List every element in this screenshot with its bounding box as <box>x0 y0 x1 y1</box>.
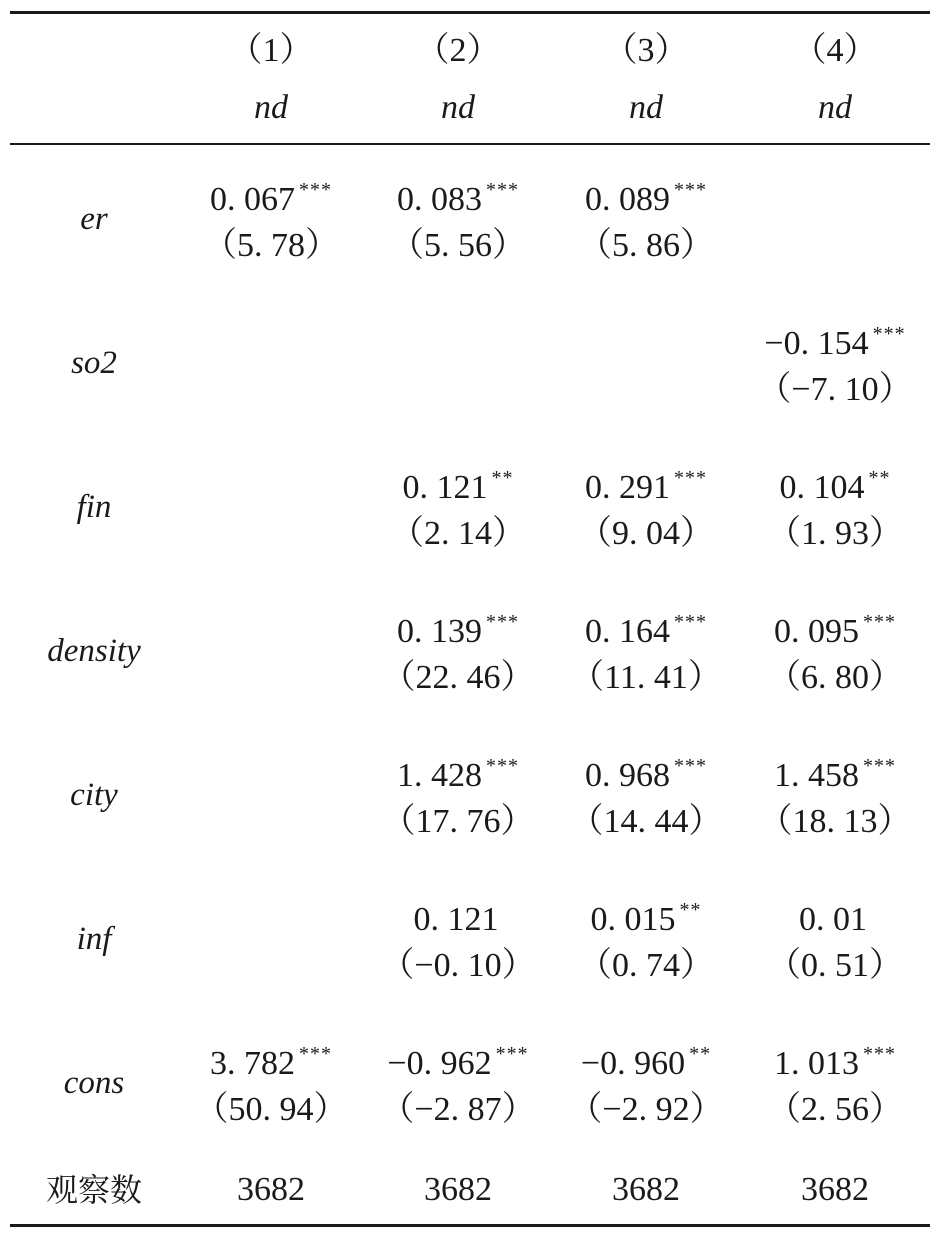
coef-er-col2: 0. 083 *** <box>397 179 519 218</box>
coef-er-col1: 0. 067 *** <box>210 179 332 218</box>
header-column-4-number: （4） <box>792 32 878 69</box>
header-column-1-number: （1） <box>228 32 314 69</box>
row-label-so2: so2 <box>71 345 117 381</box>
row-label-er: er <box>80 201 108 237</box>
tstat-fin-col3: （9. 04） <box>578 515 714 552</box>
tstat-density-col2: （22. 46） <box>381 659 535 696</box>
tstat-inf-col2: （−0. 10） <box>380 947 536 984</box>
tstat-cons-col1: （50. 94） <box>194 1091 348 1128</box>
tstat-er-col3: （5. 86） <box>578 227 714 264</box>
coef-density-col1 <box>178 602 364 652</box>
coef-city-col2: 1. 428 *** <box>397 755 519 794</box>
coef-inf-col2: 0. 121 <box>413 901 499 938</box>
tstat-er-col1: （5. 78） <box>203 227 339 264</box>
regression-table <box>10 0 930 1234</box>
table-top-rule <box>10 11 930 14</box>
coef-fin-col3: 0. 291 *** <box>585 467 707 506</box>
row-label-fin: fin <box>76 489 112 525</box>
tstat-cons-col2: （−2. 87） <box>380 1091 536 1128</box>
row-label-cons: cons <box>63 1065 125 1101</box>
coef-inf-col4: 0. 01 <box>799 901 867 938</box>
table-bottom-rule <box>10 1224 930 1227</box>
coef-city-col1 <box>178 746 364 796</box>
tstat-cons-col4: （2. 56） <box>767 1091 903 1128</box>
observations-col4: 3682 <box>801 1171 869 1208</box>
tstat-so2-col4: （−7. 10） <box>757 371 913 408</box>
tstat-density-col4: （6. 80） <box>767 659 903 696</box>
table-header-rule <box>10 143 930 145</box>
tstat-city-col4: （18. 13） <box>758 803 912 840</box>
coef-cons-col4: 1. 013 *** <box>774 1043 896 1082</box>
coef-so2-col4: −0. 154 *** <box>764 323 906 362</box>
tstat-city-col3: （14. 44） <box>569 803 723 840</box>
header-column-3-number: （3） <box>603 32 689 69</box>
coef-fin-col4: 0. 104 ** <box>779 467 891 506</box>
row-label-city: city <box>70 777 118 813</box>
coef-fin-col1 <box>178 458 364 508</box>
coef-so2-col1 <box>178 314 364 364</box>
tstat-er-col2: （5. 56） <box>390 227 526 264</box>
header-column-2-number: （2） <box>415 32 501 69</box>
observations-col2: 3682 <box>424 1171 492 1208</box>
tstat-fin-col4: （1. 93） <box>767 515 903 552</box>
coef-cons-col3: −0. 960 ** <box>580 1043 712 1082</box>
coef-cons-col1: 3. 782 *** <box>210 1043 332 1082</box>
observations-col3: 3682 <box>612 1171 680 1208</box>
coef-fin-col2: 0. 121 ** <box>402 467 514 506</box>
row-label-density: density <box>47 633 141 669</box>
tstat-inf-col4: （0. 51） <box>767 947 903 984</box>
coef-density-col2: 0. 139 *** <box>397 611 519 650</box>
tstat-fin-col2: （2. 14） <box>390 515 526 552</box>
coef-city-col3: 0. 968 *** <box>585 755 707 794</box>
coef-city-col4: 1. 458 *** <box>774 755 896 794</box>
coef-so2-col3 <box>552 314 740 364</box>
coef-inf-col1 <box>178 890 364 940</box>
row-label-observations: 观察数 <box>45 1171 142 1209</box>
coef-so2-col2 <box>364 314 552 364</box>
coef-inf-col3: 0. 015 ** <box>590 899 702 938</box>
header-column-1-dependent-var: nd <box>254 89 288 126</box>
header-column-2-dependent-var: nd <box>441 89 475 126</box>
header-column-3-dependent-var: nd <box>629 89 663 126</box>
observations-col1: 3682 <box>237 1171 305 1208</box>
coef-cons-col2: −0. 962 *** <box>387 1043 529 1082</box>
coef-er-col3: 0. 089 *** <box>585 179 707 218</box>
header-column-4-dependent-var: nd <box>818 89 852 126</box>
coef-er-col4 <box>740 170 930 220</box>
coef-density-col4: 0. 095 *** <box>774 611 896 650</box>
coef-density-col3: 0. 164 *** <box>585 611 707 650</box>
tstat-city-col2: （17. 76） <box>381 803 535 840</box>
row-label-inf: inf <box>76 921 112 957</box>
tstat-density-col3: （11. 41） <box>570 659 722 696</box>
tstat-cons-col3: （−2. 92） <box>568 1091 724 1128</box>
tstat-inf-col3: （0. 74） <box>578 947 714 984</box>
